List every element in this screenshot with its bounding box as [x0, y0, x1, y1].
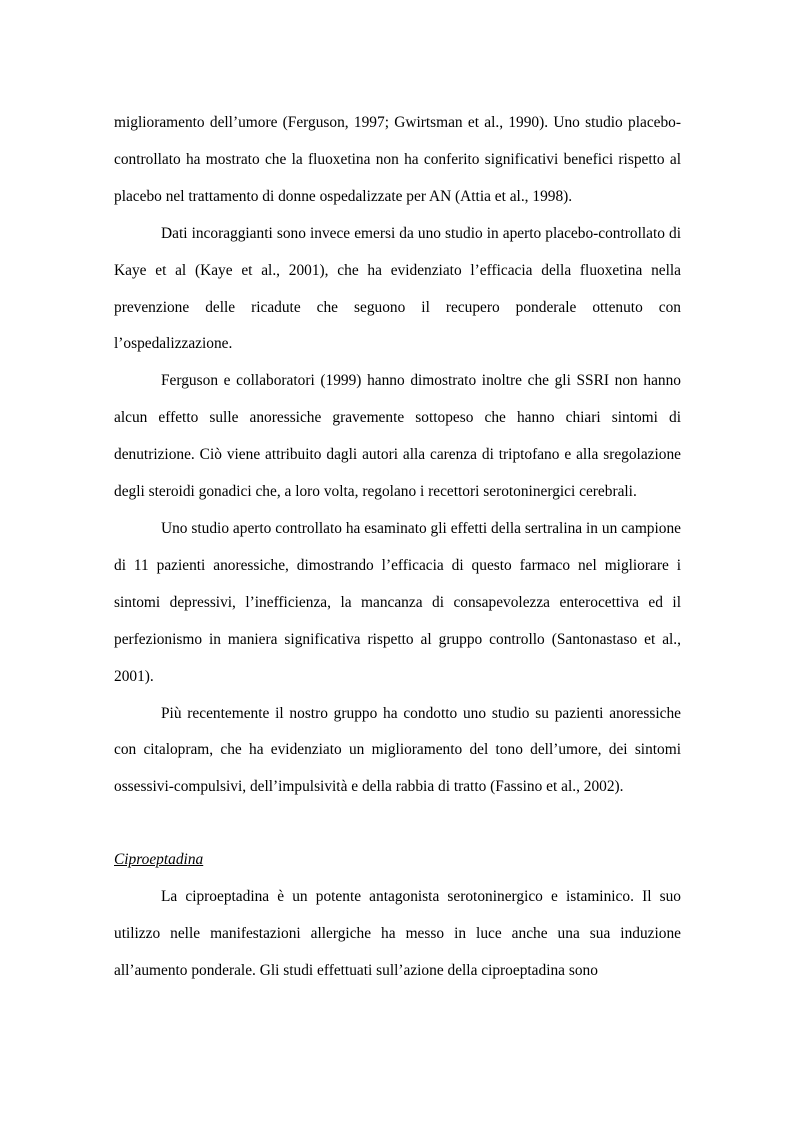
paragraph-continuation: miglioramento dell’umore (Ferguson, 1997; Gwirtsman et al., 1990). Uno studio placebo-controllato ha mostrato che la fluoxetina non ha conferito significativi benefici rispetto al placebo nel trattamento di donne ospedalizzate per AN (Attia et al., 1998).	[114, 114, 681, 205]
paragraph-ferguson: Ferguson e collaboratori (1999) hanno dimostrato inoltre che gli SSRI non hanno alcun effetto sulle anoressiche gravemente sottopeso che hanno chiari sintomi di denutrizione. Ciò viene attribuito dagli autori alla carenza di triptofano e alla sregolazione degli steroidi gonadici che, a loro volta, regolano i recettori serotoninergici cerebrali.	[114, 372, 681, 501]
paragraph-sertralina: Uno studio aperto controllato ha esaminato gli effetti della sertralina in un campione di 11 pazienti anoressiche, dimostrando l’efficacia di questo farmaco nel migliorare i sintomi depressivi, l’inefficienza, la mancanza di consapevolezza enterocettiva ed il perfezionismo in maniera significativa rispetto al gruppo controllo (Santonastaso et al., 2001).	[114, 519, 681, 685]
paragraph-ciproeptadina: La ciproeptadina è un potente antagonista serotoninergico e istaminico. Il suo utilizzo nelle manifestazioni allergiche ha messo in luce anche una sua induzione all’aumento ponderale. Gli studi effettuati sull’azione della ciproeptadina sono	[114, 888, 681, 979]
paragraph-citalopram: Più recentemente il nostro gruppo ha condotto uno studio su pazienti anoressiche con citalopram, che ha evidenziato un miglioramento del tono dell’umore, dei sintomi ossessivi-compulsivi, dell’impulsività e della rabbia di tratto (Fassino et al., 2002).	[114, 704, 681, 796]
section-heading: Ciproeptadina	[114, 851, 204, 869]
document-page	[114, 105, 681, 990]
paragraph-kaye: Dati incoraggianti sono invece emersi da uno studio in aperto placebo-controllato di Kaye et al (Kaye et al., 2001), che ha evidenziato l’efficacia della fluoxetina nella prevenzione delle ricadute che seguono il recupero ponderale ottenuto con l’ospedalizzazione.	[114, 224, 681, 353]
